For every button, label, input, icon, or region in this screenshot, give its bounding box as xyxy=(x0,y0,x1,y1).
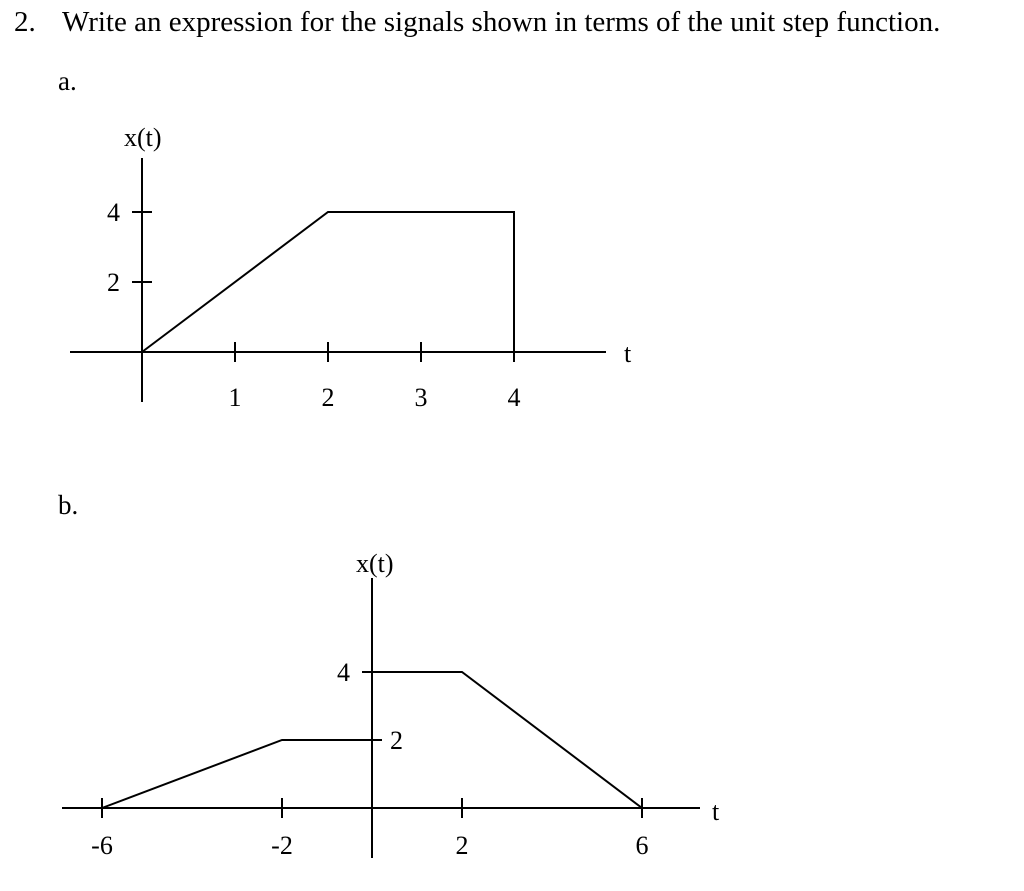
y-tick-label: 2 xyxy=(390,726,403,755)
x-tick-label: 2 xyxy=(321,383,335,412)
y-tick-label: 4 xyxy=(107,198,120,227)
x-tick-label: -6 xyxy=(91,831,113,860)
signal-curve xyxy=(142,212,514,352)
x-axis-label: t xyxy=(624,339,632,368)
x-tick-label: 6 xyxy=(635,831,649,860)
y-tick-label: 4 xyxy=(337,658,350,687)
x-axis-label: t xyxy=(712,797,720,826)
x-tick-label: 3 xyxy=(414,383,428,412)
part-b-label: b. xyxy=(58,490,79,520)
x-tick-label: -2 xyxy=(271,831,293,860)
problem-heading xyxy=(14,6,940,39)
problem-number: 2. xyxy=(14,6,36,38)
x-tick-label: 4 xyxy=(507,383,521,412)
signal-plot-a xyxy=(0,110,700,420)
y-axis-label: x(t) xyxy=(124,123,162,152)
problem-text: Write an expression for the signals shown in terms of the unit step function. xyxy=(62,6,941,38)
y-axis-label: x(t) xyxy=(356,549,394,578)
x-tick-label: 2 xyxy=(455,831,469,860)
signal-plot-b xyxy=(0,540,760,870)
y-tick-label: 2 xyxy=(107,268,120,297)
x-tick-label: 1 xyxy=(228,383,242,412)
part-a-label: a. xyxy=(58,66,77,96)
